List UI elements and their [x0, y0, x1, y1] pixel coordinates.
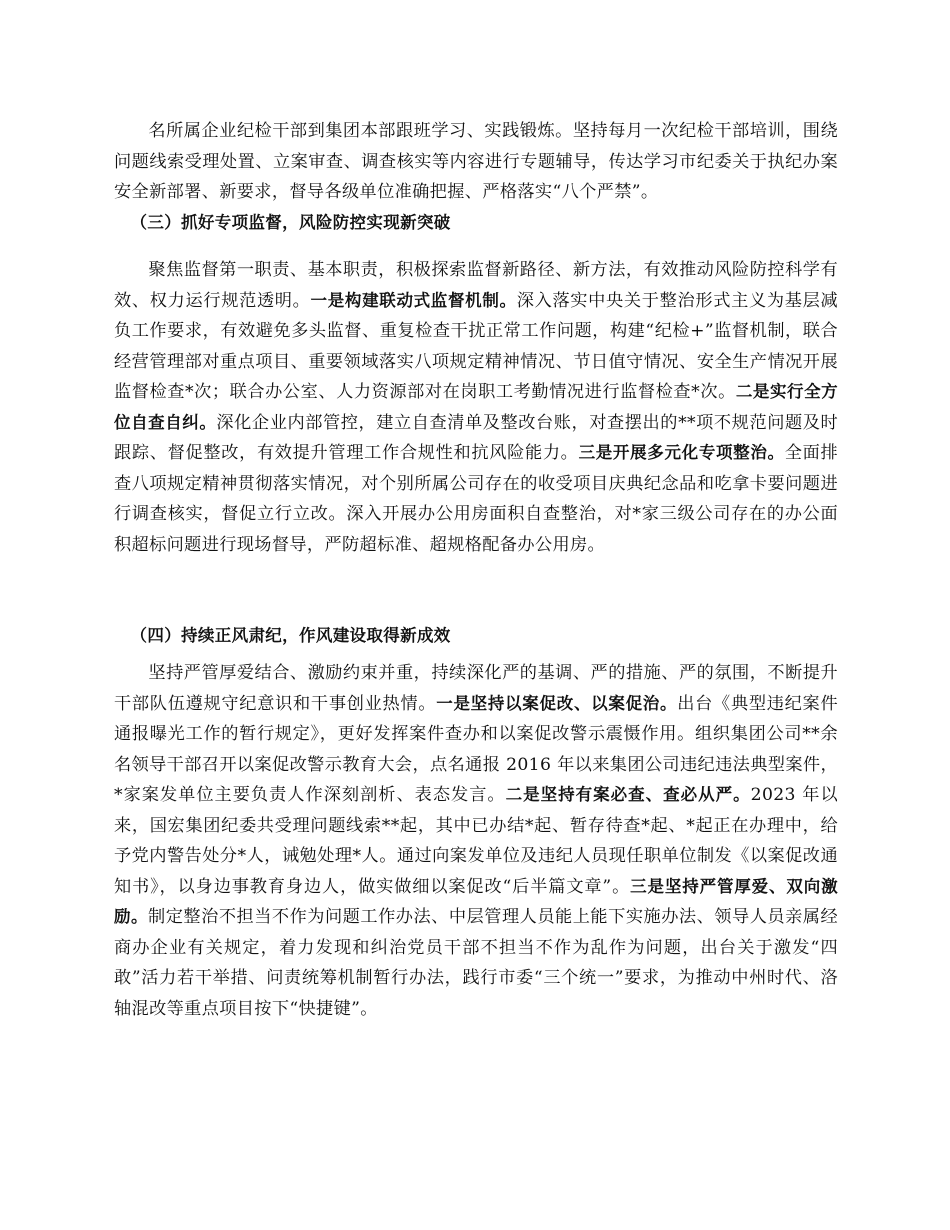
point-3-title: 三是开展多元化专项整治。 — [578, 443, 785, 462]
paragraph-text: 名所属企业纪检干部到集团本部跟班学习、实践锻炼。坚持每月一次纪检干部培训，围绕问题线索受理处置、立案审查、调查核实等内容进行专题辅导，传达学习市纪委关于执纪办案安全新部署、新要求，督导各级单位准确把握、严格落实“八个严禁”。 — [114, 121, 838, 202]
point-3-text: 制定整治不担当不作为问题工作办法、中层管理人员能上能下实施办法、领导人员亲属经商办企业有关规定，着力发现和纠治党员干部不担当不作为乱作为问题，出台关于激发“四敢”活力若干举措、问责统筹机制暂行办法，践行市委“三个统一”要求，为推动中州时代、洛轴混改等重点项目按下“快捷键”。 — [114, 907, 839, 1019]
paragraph-body — [114, 658, 838, 1024]
section-heading-3 — [114, 208, 838, 239]
section-heading-4 — [114, 621, 838, 652]
heading-text: （三）抓好专项监督，风险防控实现新突破 — [130, 213, 451, 232]
point-3-title: 三是坚持严管厚爱、双向激励。 — [114, 876, 838, 926]
paragraph-special-supervision — [114, 255, 838, 560]
point-2-title: 二是坚持有案必查、查必从严。 — [505, 785, 751, 804]
point-2-text: 深化企业内部管控，建立自查清单及整改台账，对查摆出的**项不规范问题及时跟踪、督促整改，有效提升管理工作合规性和抗风险能力。 — [114, 412, 838, 463]
point-1-title: 一是坚持以案促改、以案促治。 — [436, 693, 678, 713]
intro-text: 坚持严管厚爱结合、激励约束并重，持续深化严的基调、严的措施、严的氛围，不断提升干部队伍遵规守纪意识和干事创业热情。 — [114, 663, 838, 714]
point-1-text: 出台《典型违纪案件通报曝光工作的暂行规定》，更好发挥案件查办和以案促改警示震慑作用。组织集团公司**余名领导干部召开以案促改警示教育大会，点名通报 2016 年以来集团公司违纪违法典型案件，*家案发单位主要负责人作深刻剖析、表态发言。 — [114, 693, 838, 805]
intro-text: 聚焦监督第一职责、基本职责，积极探索监督新路径、新方法，有效推动风险防控科学有效、权力运行规范透明。 — [114, 260, 838, 311]
paragraph-training — [114, 116, 838, 208]
point-3-text: 全面排查八项规定精神贯彻落实情况，对个别所属公司存在的收受项目庆典纪念品和吃拿卡要问题进行调查核实，督促立行立改。深入开展办公用房面积自查整治，对*家三级公司存在的办公面积超标问题进行现场督导，严防超标准、超规格配备办公用房。 — [114, 443, 838, 555]
paragraph-discipline — [114, 658, 838, 1024]
heading-text: （四）持续正风肃纪，作风建设取得新成效 — [130, 626, 451, 645]
point-1-text: 深入落实中央关于整治形式主义为基层减负工作要求，有效避免多头监督、重复检查干扰正常工作问题，构建“纪检+”监督机制，联合经营管理部对重点项目、重要领域落实八项规定精神情况、节日值守情况、安全生产情况开展监督检查*次；联合办公室、人力资源部对在岗职工考勤情况进行监督检查*次。 — [114, 290, 838, 402]
paragraph-body — [114, 255, 838, 560]
point-1-title: 一是构建联动式监督机制。 — [310, 290, 517, 310]
point-2-text: 2023 年以来，国宏集团纪委共受理问题线索**起，其中已办结*起、暂存待查*起、*起正在办理中，给予党内警告处分*人，诫勉处理*人。通过向案发单位及违纪人员现任职单位制发《以案促改通知书》，以身边事教育身边人，做实做细以案促改“后半篇文章”。 — [114, 785, 839, 897]
point-2-title: 二是实行全方位自查自纠。 — [114, 382, 838, 432]
